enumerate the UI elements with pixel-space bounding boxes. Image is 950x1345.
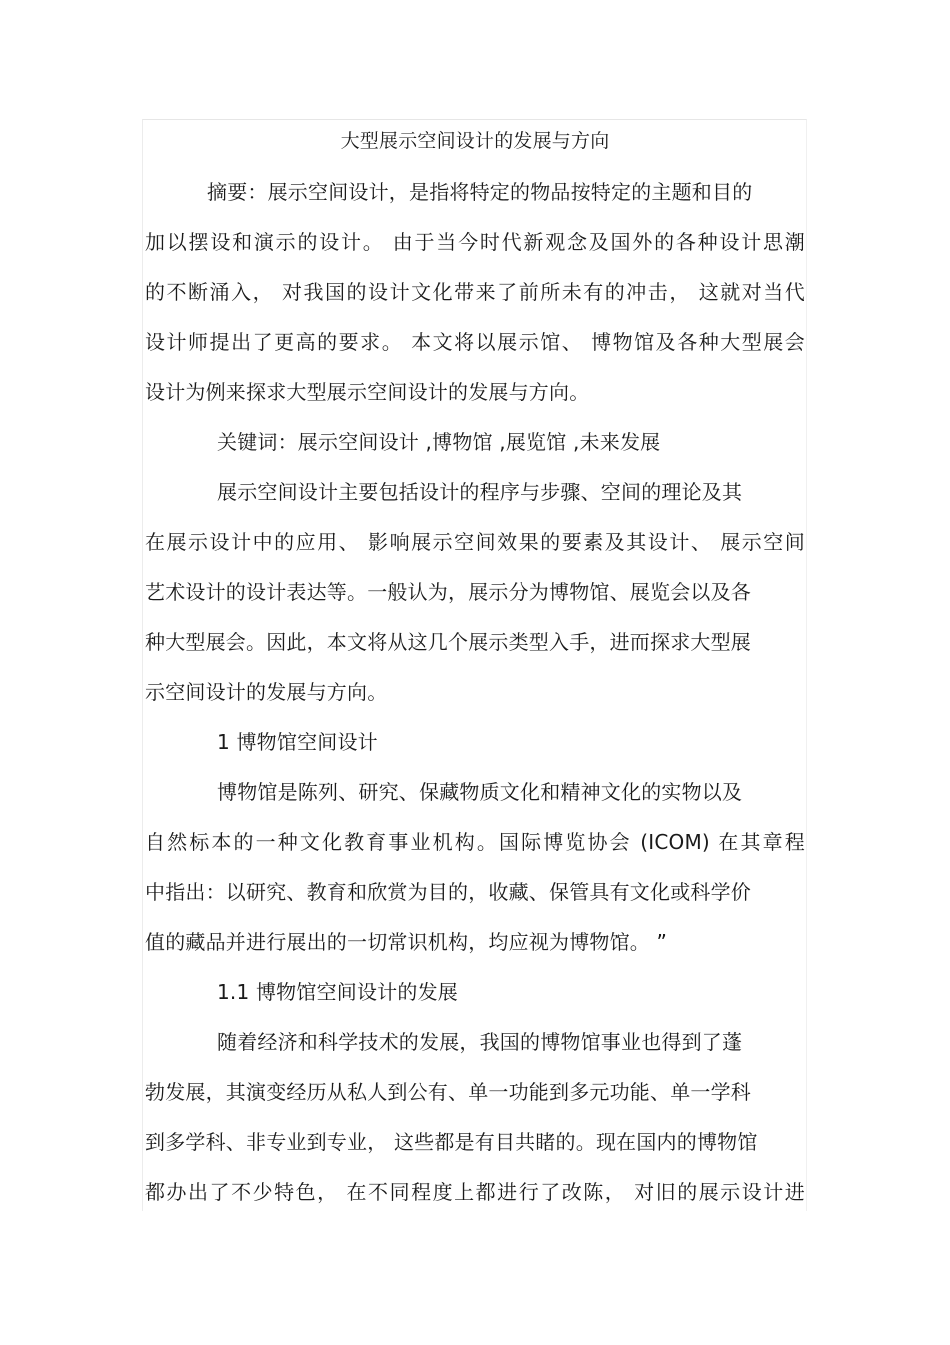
section-heading-1-1: 1.1 博物馆空间设计的发展 [217, 980, 458, 1004]
abstract-line-4: 设计师提出了更高的要求。 本文将以展示馆、 博物馆及各种大型展会 [145, 330, 805, 354]
intro-line-1: 展示空间设计主要包括设计的程序与步骤、空间的理论及其 [217, 480, 743, 504]
museum-line-1: 博物馆是陈列、研究、保藏物质文化和精神文化的实物以及 [217, 780, 743, 804]
development-line-2: 勃发展，其演变经历从私人到公有、单一功能到多元功能、单一学科 [145, 1080, 751, 1104]
museum-line-2: 自然标本的一种文化教育事业机构。国际博览协会 (ICOM) 在其章程 [145, 830, 805, 854]
development-line-4: 都办出了不少特色， 在不同程度上都进行了改陈， 对旧的展示设计进 [145, 1180, 805, 1204]
abstract-line-3: 的不断涌入， 对我国的设计文化带来了前所未有的冲击， 这就对当代 [145, 280, 805, 304]
museum-line-3: 中指出：以研究、教育和欣赏为目的，收藏、保管具有文化或科学价 [145, 880, 751, 904]
abstract-line-1: 摘要：展示空间设计，是指将特定的物品按特定的主题和目的 [207, 180, 753, 204]
development-line-3: 到多学科、非专业到专业， 这些都是有目共睹的。现在国内的博物馆 [145, 1130, 758, 1154]
intro-line-4: 种大型展会。因此，本文将从这几个展示类型入手，进而探求大型展 [145, 630, 751, 654]
keywords-line: 关键词：展示空间设计 ,博物馆 ,展览馆 ,未来发展 [217, 430, 661, 454]
abstract-line-5: 设计为例来探求大型展示空间设计的发展与方向。 [145, 380, 590, 404]
document-title: 大型展示空间设计的发展与方向 [340, 130, 610, 152]
intro-line-2: 在展示设计中的应用、 影响展示空间效果的要素及其设计、 展示空间 [145, 530, 805, 554]
intro-line-3: 艺术设计的设计表达等。一般认为，展示分为博物馆、展览会以及各 [145, 580, 751, 604]
development-line-1: 随着经济和科学技术的发展，我国的博物馆事业也得到了蓬 [217, 1030, 743, 1054]
intro-line-5: 示空间设计的发展与方向。 [145, 680, 388, 704]
section-heading-1: 1 博物馆空间设计 [217, 730, 378, 754]
abstract-line-2: 加以摆设和演示的设计。 由于当今时代新观念及国外的各种设计思潮 [145, 230, 805, 254]
museum-line-4: 值的藏品并进行展出的一切常识机构，均应视为博物馆。 ” [145, 930, 668, 954]
